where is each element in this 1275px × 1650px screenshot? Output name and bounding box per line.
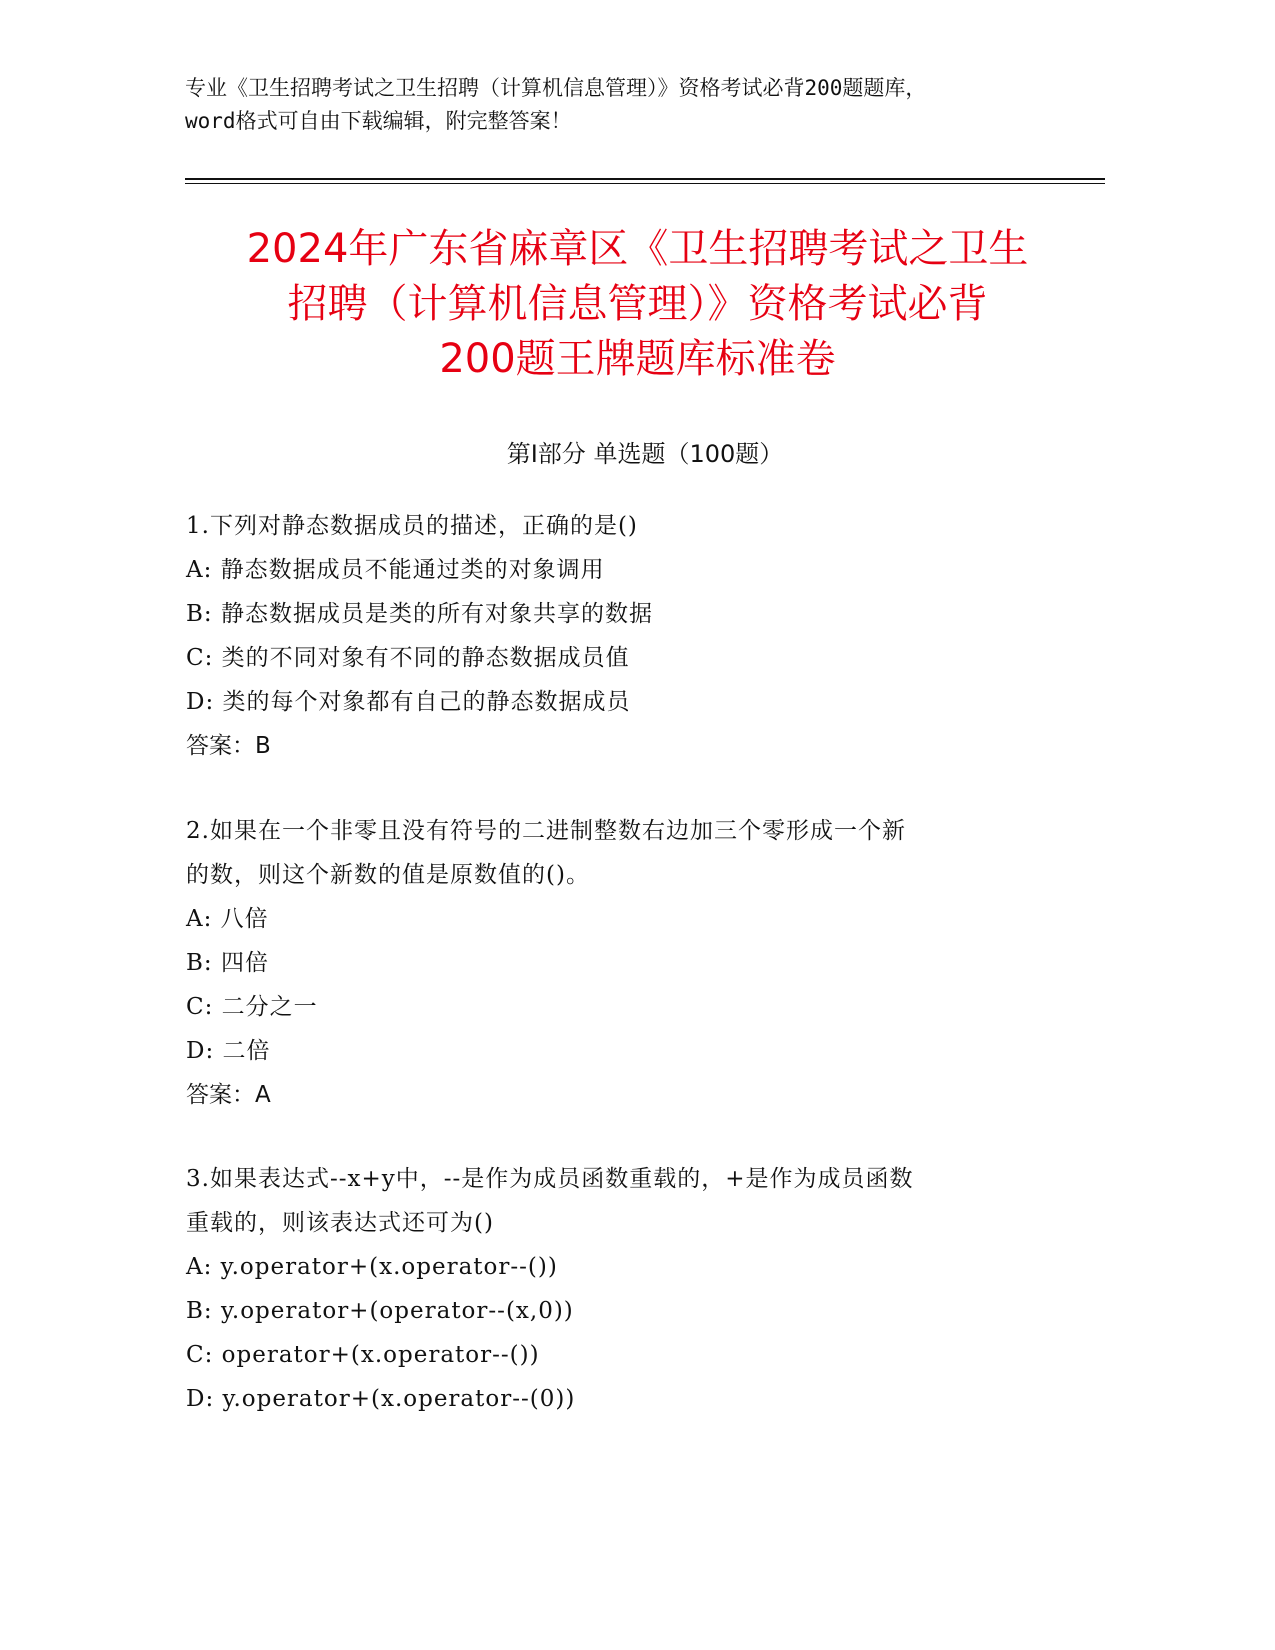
option-c: C: operator+(x.operator--())	[186, 1342, 540, 1368]
document-title-line-2: 招聘（计算机信息管理）》资格考试必背	[287, 281, 988, 327]
option-a: A: 静态数据成员不能通过类的对象调用	[186, 557, 605, 583]
question-stem: 3.如果表达式--x+y中，--是作为成员函数重载的，+是作为成员函数	[186, 1166, 914, 1192]
option-c: C: 二分之一	[186, 994, 318, 1020]
header-note-line-2: word格式可自由下载编辑，附完整答案！	[185, 109, 572, 133]
section-heading: 第Ⅰ部分 单选题（100题）	[506, 440, 784, 468]
header-note-line-1: 专业《卫生招聘考试之卫生招聘（计算机信息管理）》资格考试必背200题题库，	[185, 76, 927, 100]
option-b: B: y.operator+(operator--(x,0))	[186, 1298, 574, 1324]
option-d: D: 类的每个对象都有自己的静态数据成员	[186, 689, 631, 715]
option-a: A: y.operator+(x.operator--())	[186, 1254, 558, 1280]
option-a: A: 八倍	[186, 906, 269, 932]
question-stem: 2.如果在一个非零且没有符号的二进制整数右边加三个零形成一个新	[186, 818, 906, 844]
header-divider-thick	[185, 178, 1105, 180]
option-c: C: 类的不同对象有不同的静态数据成员值	[186, 645, 630, 671]
option-d: D: 二倍	[186, 1038, 271, 1064]
question-stem-continued: 的数，则这个新数的值是原数值的()。	[186, 862, 590, 888]
header-note	[185, 72, 1085, 138]
option-b: B: 四倍	[186, 950, 269, 976]
question-1	[186, 504, 1086, 768]
answer-line: 答案：A	[186, 1082, 271, 1108]
question-stem: 1.下列对静态数据成员的描述，正确的是()	[186, 513, 638, 539]
option-b: B: 静态数据成员是类的所有对象共享的数据	[186, 601, 653, 627]
question-2	[186, 809, 1086, 1117]
option-d: D: y.operator+(x.operator--(0))	[186, 1386, 576, 1412]
question-3	[186, 1157, 1086, 1421]
document-title-line-1: 2024年广东省麻章区《卫生招聘考试之卫生	[246, 226, 1029, 272]
document-title-line-3: 200题王牌题库标准卷	[439, 336, 836, 382]
answer-line: 答案：B	[186, 733, 271, 759]
document-title	[170, 222, 1105, 387]
header-divider-thin	[185, 183, 1105, 184]
question-stem-continued: 重载的，则该表达式还可为()	[186, 1210, 494, 1236]
